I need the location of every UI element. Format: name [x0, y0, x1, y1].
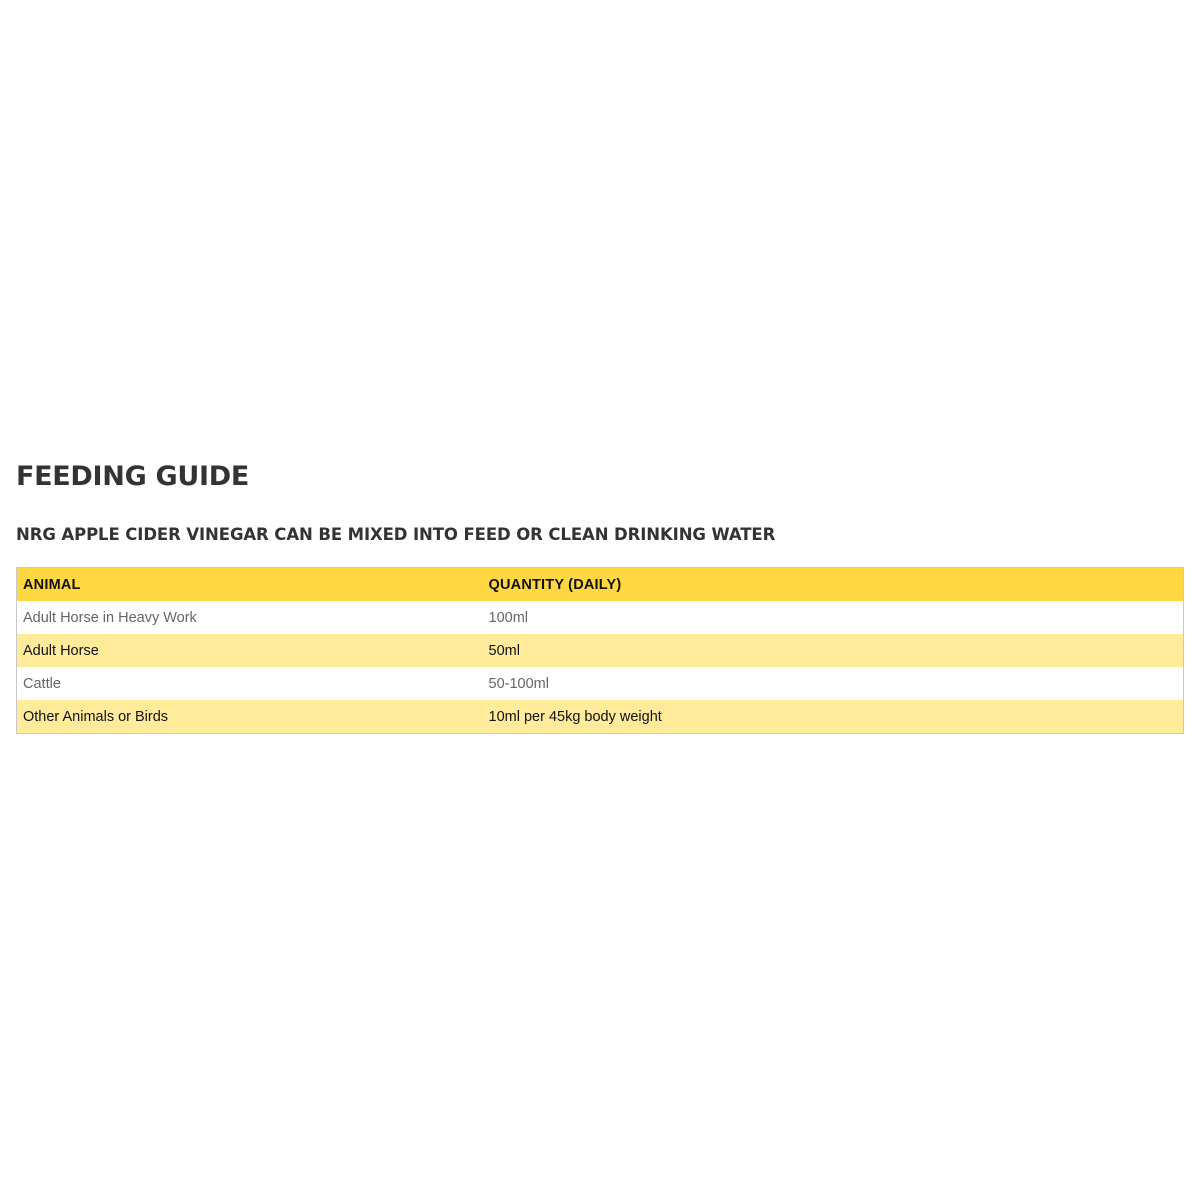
- animal-cell: Adult Horse in Heavy Work: [17, 601, 483, 634]
- column-header-animal: ANIMAL: [17, 568, 483, 602]
- quantity-cell: 50ml: [483, 634, 1184, 667]
- animal-cell: Cattle: [17, 667, 483, 700]
- feeding-guide-table: [16, 567, 1184, 734]
- table-header-row: [17, 568, 1184, 602]
- quantity-cell: 10ml per 45kg body weight: [483, 700, 1184, 734]
- quantity-cell: 100ml: [483, 601, 1184, 634]
- column-header-quantity: QUANTITY (DAILY): [483, 568, 1184, 602]
- page-title: FEEDING GUIDE: [16, 461, 250, 492]
- table-row: [17, 667, 1184, 700]
- table-row: [17, 700, 1184, 734]
- animal-cell: Adult Horse: [17, 634, 483, 667]
- feeding-guide-section: [16, 459, 1184, 734]
- animal-cell: Other Animals or Birds: [17, 700, 483, 734]
- table-row: [17, 634, 1184, 667]
- table-row: [17, 601, 1184, 634]
- quantity-cell: 50-100ml: [483, 667, 1184, 700]
- page-subtitle: NRG APPLE CIDER VINEGAR CAN BE MIXED INTO FEED OR CLEAN DRINKING WATER: [16, 525, 776, 544]
